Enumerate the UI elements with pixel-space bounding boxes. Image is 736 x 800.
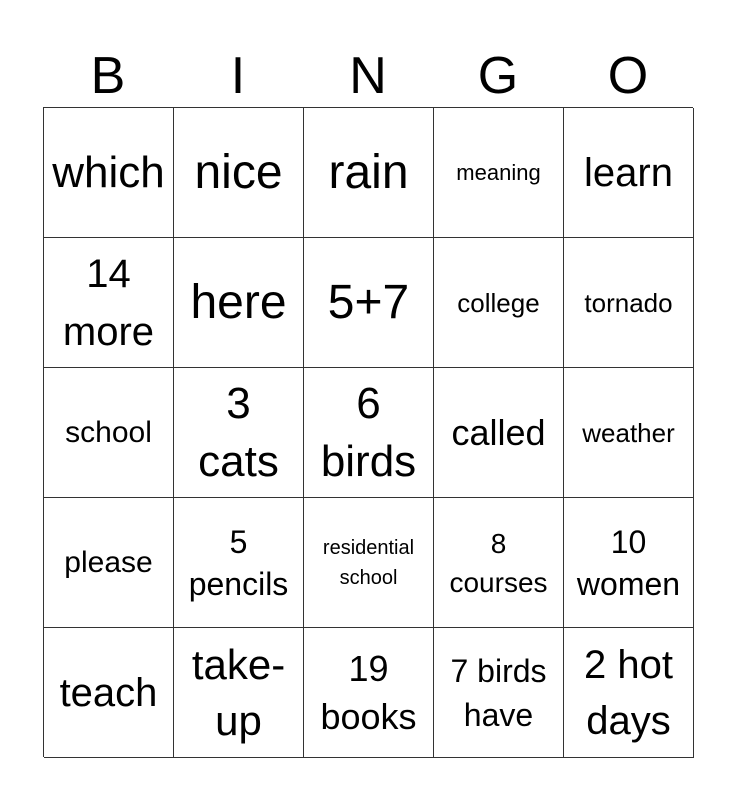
cell-text: school (65, 415, 152, 449)
cell-text: residential school (322, 536, 415, 589)
bingo-cell[interactable] (434, 238, 564, 368)
cell-text: 14 more (62, 251, 155, 354)
bingo-cell[interactable] (174, 368, 304, 498)
bingo-cell[interactable] (564, 108, 694, 238)
bingo-cell[interactable] (434, 108, 564, 238)
bingo-cell[interactable] (304, 238, 434, 368)
bingo-cell[interactable] (44, 238, 174, 368)
header-letter-b: B (90, 47, 126, 105)
bingo-cell[interactable] (44, 498, 174, 628)
bingo-cell[interactable] (174, 498, 304, 628)
bingo-cell[interactable] (564, 368, 694, 498)
bingo-board (43, 107, 693, 757)
bingo-cell[interactable] (304, 498, 434, 628)
cell-text: college (457, 287, 540, 318)
header-letter-g: G (477, 47, 519, 105)
bingo-cell[interactable] (174, 628, 304, 758)
header-letter-n: N (349, 47, 387, 105)
bingo-cell[interactable] (564, 498, 694, 628)
cell-text: meaning (456, 159, 541, 185)
bingo-cell[interactable] (564, 628, 694, 758)
cell-text: here (190, 275, 287, 329)
bingo-cell[interactable] (564, 238, 694, 368)
bingo-cell[interactable] (44, 108, 174, 238)
bingo-cell[interactable] (44, 368, 174, 498)
cell-text: which (52, 147, 165, 197)
cell-text: tornado (584, 287, 673, 318)
cell-text: take- up (191, 640, 286, 744)
cell-text: 6 birds (320, 378, 417, 486)
bingo-cell[interactable] (304, 368, 434, 498)
cell-text: rain (328, 145, 409, 199)
bingo-cell[interactable] (44, 628, 174, 758)
cell-text: teach (59, 670, 158, 715)
cell-text: 8 courses (449, 527, 548, 598)
cell-text: 19 books (320, 647, 417, 737)
header-letter-o: O (607, 47, 649, 105)
cell-text: 3 cats (198, 378, 279, 486)
bingo-header (43, 44, 693, 108)
cell-text: weather (582, 417, 675, 448)
cell-text: please (64, 545, 153, 579)
header-letter-i: I (230, 47, 246, 105)
cell-text: called (451, 411, 546, 453)
cell-text: 5+7 (327, 275, 410, 329)
cell-text: learn (584, 150, 673, 195)
bingo-cell[interactable] (304, 108, 434, 238)
cell-text: 10 women (576, 523, 681, 602)
bingo-cell[interactable] (174, 108, 304, 238)
bingo-cell[interactable] (434, 368, 564, 498)
bingo-cell[interactable] (434, 498, 564, 628)
cell-text: 2 hot days (584, 642, 673, 743)
bingo-cell[interactable] (434, 628, 564, 758)
bingo-cell[interactable] (304, 628, 434, 758)
cell-text: 7 birds have (450, 652, 547, 733)
bingo-cell[interactable] (174, 238, 304, 368)
cell-text: nice (194, 145, 283, 199)
cell-text: 5 pencils (188, 523, 289, 602)
